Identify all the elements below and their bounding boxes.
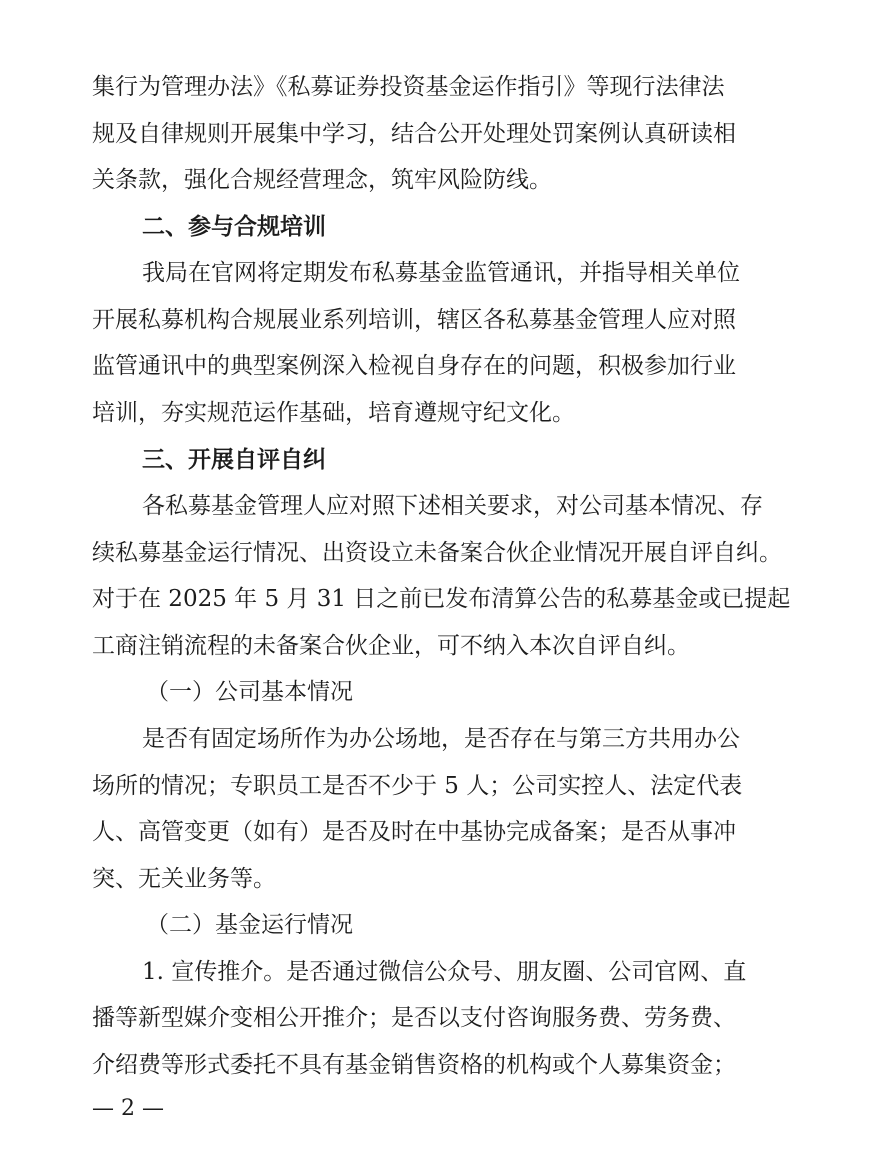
paragraph-line: 开展私募机构合规展业系列培训，辖区各私募基金管理人应对照: [92, 306, 736, 333]
paragraph-line: 播等新型媒介变相公开推介；是否以支付咨询服务费、劳务费、: [92, 1005, 736, 1032]
section-heading: 二、参与合规培训: [142, 213, 326, 240]
paragraph-line: 对于在 2025 年 5 月 31 日之前已发布清算公告的私募基金或已提起: [92, 586, 791, 613]
paragraph-line: 集行为管理办法》《私募证券投资基金运作指引》等现行法律法: [92, 74, 725, 100]
section-heading: 三、开展自评自纠: [142, 446, 326, 473]
paragraph-line: 1. 宣传推介。是否通过微信公众号、朋友圈、公司官网、直: [142, 958, 747, 985]
paragraph-line: 我局在官网将定期发布私募基金监管通讯，并指导相关单位: [142, 260, 740, 287]
paragraph-line: 人、高管变更（如有）是否及时在中基协完成备案；是否从事冲: [92, 819, 736, 846]
paragraph-line: 工商注销流程的未备案合伙企业，可不纳入本次自评自纠。: [92, 632, 690, 659]
subsection-heading: （二）基金运行情况: [146, 912, 353, 939]
paragraph-line: 关条款，强化合规经营理念，筑牢风险防线。: [92, 167, 552, 194]
paragraph-line: 是否有固定场所作为办公场地，是否存在与第三方共用办公: [142, 726, 740, 752]
paragraph-line: 介绍费等形式委托不具有基金销售资格的机构或个人募集资金；: [92, 1052, 736, 1078]
paragraph-line: 突、无关业务等。: [92, 865, 276, 892]
page-number: — 2 —: [92, 1096, 164, 1121]
paragraph-line: 续私募基金运行情况、出资设立未备案合伙企业情况开展自评自纠。: [92, 539, 782, 566]
paragraph-line: 规及自律规则开展集中学习，结合公开处理处罚案例认真研读相: [92, 120, 736, 147]
subsection-heading: （一）公司基本情况: [146, 679, 353, 706]
paragraph-line: 监管通讯中的典型案例深入检视自身存在的问题，积极参加行业: [92, 353, 736, 380]
paragraph-line: 场所的情况；专职员工是否不少于 5 人；公司实控人、法定代表: [92, 772, 743, 799]
paragraph-line: 培训，夯实规范运作基础，培育遵规守纪文化。: [92, 400, 575, 426]
paragraph-line: 各私募基金管理人应对照下述相关要求，对公司基本情况、存: [142, 493, 763, 520]
